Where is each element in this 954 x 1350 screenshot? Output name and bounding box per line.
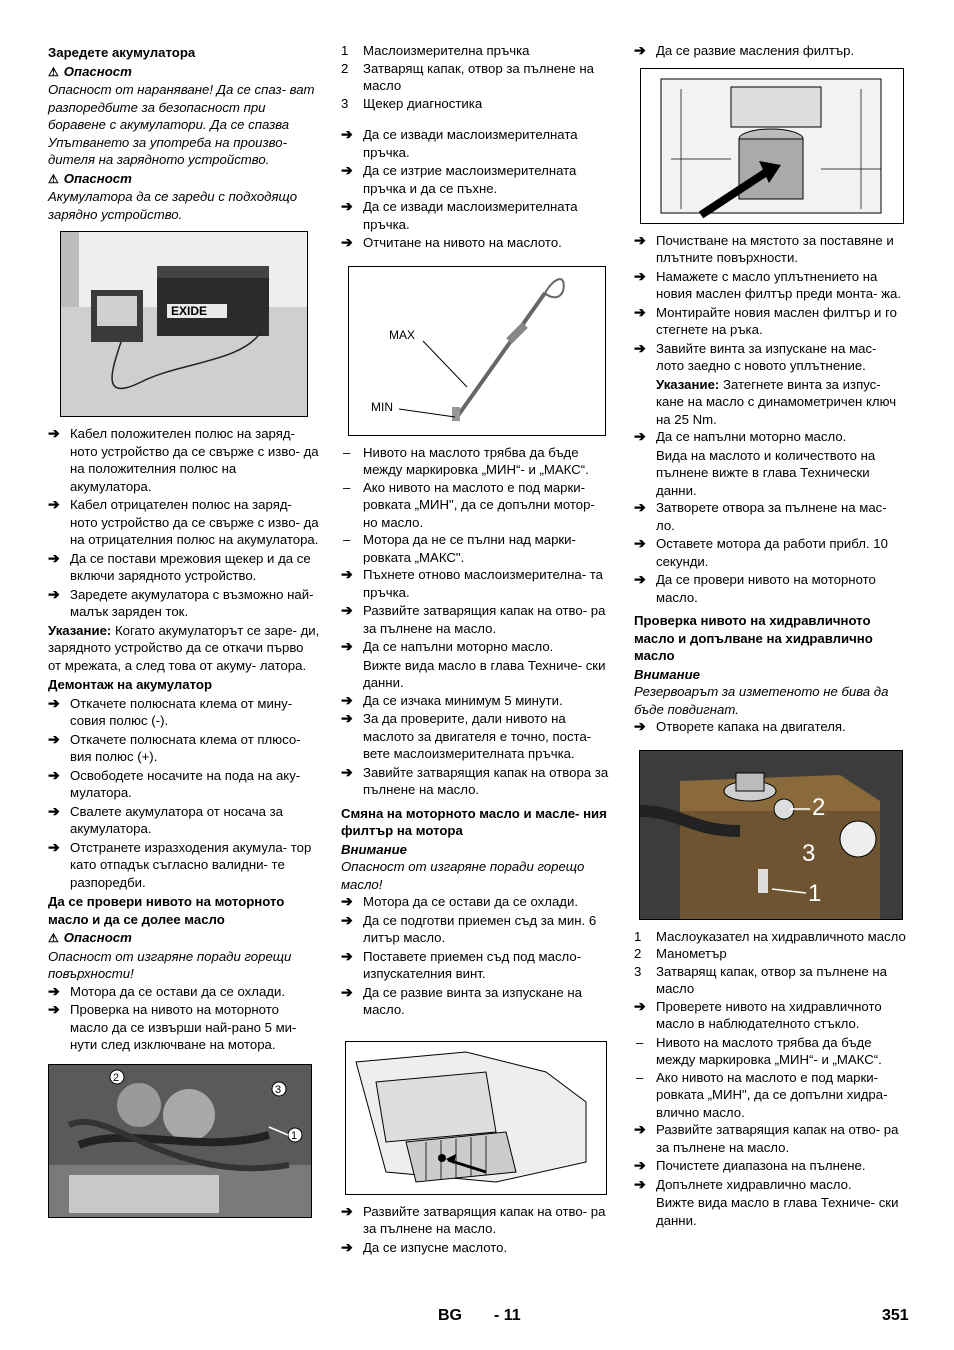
battery-brand-label: EXIDE — [171, 304, 208, 318]
danger-text: Акумулатора да се зареди с подходящо зарядно устройство. — [48, 189, 298, 222]
section-title-charge-battery: Заредете акумулатора — [48, 45, 196, 60]
sub-text: Вижте вида масло в глава Техниче- ски данни. — [656, 1195, 899, 1228]
list-item: ➔ За да проверите, дали нивото на маслото за двигателя е точно, поста- вете маслоизмерителната пръчка. — [341, 710, 592, 761]
sub-text: Вижте вида масло в глава Техниче- ски данни. — [363, 657, 606, 690]
list-item: ➔ Откачете полюсната клема от мину- совия полюс (-). — [48, 694, 293, 728]
callout-1: 1 — [291, 1129, 298, 1142]
callout-3: 3 — [275, 1083, 282, 1096]
section-title-hydraulic-oil: Проверка нивото на хидравличното масло и допълване на хидравлично масло — [634, 613, 873, 663]
list-item: – Мотора да не се пълни над марки- ровката „МАКС". — [343, 532, 576, 565]
caution-text: Опасност от изгаряне поради горещо масло! — [341, 859, 585, 892]
list-item: ➔ Заредете акумулатора с възможно най-малък заряден ток. — [48, 585, 314, 619]
danger-label: ⚠ Опасност — [48, 63, 132, 79]
caution-text: Резервоарът за изметеното не бива да бъде повдигнат. — [634, 684, 889, 717]
list-item: ➔ Да се изтрие маслоизмерителната пръчка и да се пъхне. — [341, 162, 577, 196]
caution-label: Внимание — [341, 841, 407, 857]
callout-1: 1 — [808, 879, 822, 907]
list-item: ➔ Мотора да се остави да се охлади. — [341, 893, 579, 909]
list-item: ➔ Почистете диапазона на пълнене. — [634, 1157, 866, 1173]
list-item: ➔ Поставете приемен съд под масло- изпускателния винт. — [341, 947, 582, 981]
section-page-number: - 11 — [494, 1307, 521, 1324]
list-item: ➔ Монтирайте новия маслен филтър и го стегнете на ръка. — [634, 303, 897, 337]
list-item: ➔ Да се напълни моторно масло. — [341, 638, 554, 654]
callout-3: 3 — [802, 839, 816, 867]
danger-text: Опасност от изгаряне поради горещи повърхности! — [48, 948, 292, 981]
list-item: ➔ Отворете капака на двигателя. — [634, 718, 846, 734]
list-item: ➔ Развийте затварящия капак на отво- ра за пълнене на масло. — [634, 1121, 899, 1155]
sub-text: Вида на маслото и количеството на пълнене вижте в глава Технически данни. — [656, 447, 876, 498]
column-3 — [634, 42, 906, 1229]
max-label: MAX — [389, 327, 416, 342]
hydraulic-tank-photo — [639, 750, 903, 920]
legend-item: 3 Затварящ капак, отвор за пълнене на масло — [634, 963, 887, 996]
list-item: ➔ Проверете нивото на хидравличното масло в наблюдателното стъкло. — [634, 997, 882, 1031]
danger-text: Опасност от нараняване! Да се спаз- ват разпоредбите за безопасност при боравене с акумулатори. Да се спазва Упътването за употреба на произво- дителя на зарядното устройство. — [48, 82, 315, 167]
list-item: ➔ Намажете с масло уплътнението на новия маслен филтър преди монта- жа. — [634, 267, 901, 301]
list-item: ➔ Да се изчака минимум 5 минути. — [341, 691, 563, 708]
list-item: ➔ Свалете акумулатора от носача за акумулатора. — [48, 802, 283, 836]
list-item: ➔ Да се извади маслоизмерителната пръчка. — [341, 126, 578, 160]
list-item: ➔ Отчитане на нивото на маслото. — [341, 234, 562, 250]
oil-drain-screw-drawing — [345, 1041, 607, 1195]
list-item: ➔ Да се постави мрежовия щекер и да се включи зарядното устройство. — [48, 549, 311, 583]
legend-item: 1 Маслоизмерителна пръчка — [341, 43, 530, 58]
list-item: ➔ Да се напълни моторно масло. — [634, 428, 847, 444]
dipstick-diagram — [348, 266, 606, 436]
list-item: ➔ Да се изпусне маслото. — [341, 1238, 508, 1255]
callout-2: 2 — [113, 1071, 120, 1084]
list-item: ➔ Да се развие масления филтър. — [634, 42, 855, 58]
section-title-oil-check: Да се провери нивото на моторното масло и да се долее масло — [48, 894, 285, 927]
danger-label: ⚠ Опасност — [48, 170, 132, 186]
legend-item: 2 Манометър — [634, 946, 727, 961]
section-title-oil-change: Смяна на моторното масло и масле- ния филтър на мотора — [341, 805, 607, 838]
warning-triangle-icon: ⚠ — [48, 171, 59, 186]
list-item: ➔ Развийте затварящия капак на отво- ра за пълнене на масло. — [341, 1202, 606, 1236]
list-item: ➔ Мотора да се остави да се охлади. — [48, 982, 286, 999]
note-paragraph: Указание: Когато акумулаторът се заре- ди, зарядното устройство да се откачи първо от мрежата, а след това от акуму- латора. — [48, 622, 320, 673]
list-item: ➔ Развийте затварящия капак на отво- ра за пълнене на масло. — [341, 602, 606, 636]
list-item: ➔ Проверка на нивото на моторното масло да се извърши най-рано 5 ми- нути след изключване на мотора. — [48, 1001, 297, 1052]
warning-triangle-icon: ⚠ — [48, 931, 59, 945]
list-item: ➔ Завийте затварящия капак на отвора за пълнене на масло. — [341, 763, 609, 797]
note-paragraph: Указание: Затегнете винта за изпус- кане на масло с динамометричен ключ на 25 Nm. — [656, 376, 897, 427]
list-item: ➔ Кабел положителен полюс на заряд- ното устройство да се свърже с изво- да на положителния полюс на акумулатора. — [48, 425, 319, 494]
list-item: ➔ Да се развие винта за изпускане на масло. — [341, 983, 582, 1017]
legend-item: 1 Маслоуказател на хидравличното масло — [634, 928, 906, 944]
section-title-remove-battery: Демонтаж на акумулатор — [48, 677, 213, 692]
list-item: ➔ Да се извади маслоизмерителната пръчка. — [341, 198, 578, 232]
legend-item: 3 Щекер диагностика — [341, 95, 483, 111]
list-item: ➔ Да се провери нивото на моторното масло. — [634, 571, 876, 605]
engine-photo — [48, 1064, 312, 1218]
list-item: ➔ Отстранете изразходения акумула- тор като отпадък съгласно валидни- те разпоредби. — [48, 838, 312, 890]
min-label: MIN — [371, 399, 393, 414]
caution-label: Внимание — [634, 666, 700, 682]
oil-filter-drawing — [640, 68, 904, 224]
battery-charger-photo — [60, 231, 308, 417]
language-code: BG — [438, 1307, 462, 1324]
danger-label: ⚠ Опасност — [48, 930, 132, 945]
list-item: ➔ Завийте винта за изпускане на мас- лото заедно с новото уплътнение. — [634, 339, 877, 373]
list-item: ➔ Пъхнете отново маслоизмерителна- та пръчка. — [341, 566, 604, 600]
list-item: – Нивото на маслото трябва да бъде между маркировка „МИН“- и „МАКС“. — [343, 444, 589, 477]
legend-item: 2 Затварящ капак, отвор за пълнене на масло — [341, 60, 594, 93]
warning-triangle-icon: ⚠ — [48, 64, 59, 79]
list-item: ➔ Затворете отвора за пълнене на мас- ло. — [634, 499, 887, 533]
list-item: ➔ Допълнете хидравлично масло. — [634, 1175, 852, 1192]
list-item: – Ако нивото на маслото е под марки- ровката „МИН", да се допълни хидра- влично масло. — [636, 1069, 888, 1120]
list-item: ➔ Откачете полюсната клема от плюсо- вия полюс (+). — [48, 730, 301, 764]
list-item: – Нивото на маслото трябва да бъде между маркировка „МИН“- и „МАКС“. — [636, 1034, 882, 1067]
column-2 — [341, 42, 613, 1257]
list-item: – Ако нивото на маслото е под марки- ровката „МИН", да се допълни мотор- но масло. — [343, 479, 595, 530]
list-item: ➔ Кабел отрицателен полюс на заряд- ното устройство да се свърже с изво- да на отрицателния полюс на акумулатора. — [48, 496, 319, 547]
list-item: ➔ Почистване на мястото за поставяне и плътните повърхности. — [634, 231, 894, 265]
list-item: ➔ Да се подготви приемен съд за мин. 6 литър масло. — [341, 911, 597, 945]
column-1 — [48, 42, 320, 1226]
page-number: 351 — [882, 1307, 909, 1324]
callout-2: 2 — [812, 793, 826, 821]
list-item: ➔ Оставете мотора да работи прибл. 10 секунди. — [634, 535, 888, 569]
list-item: ➔ Освободете носачите на пода на аку- мулатора. — [48, 766, 301, 800]
charge-steps-list — [48, 425, 320, 621]
